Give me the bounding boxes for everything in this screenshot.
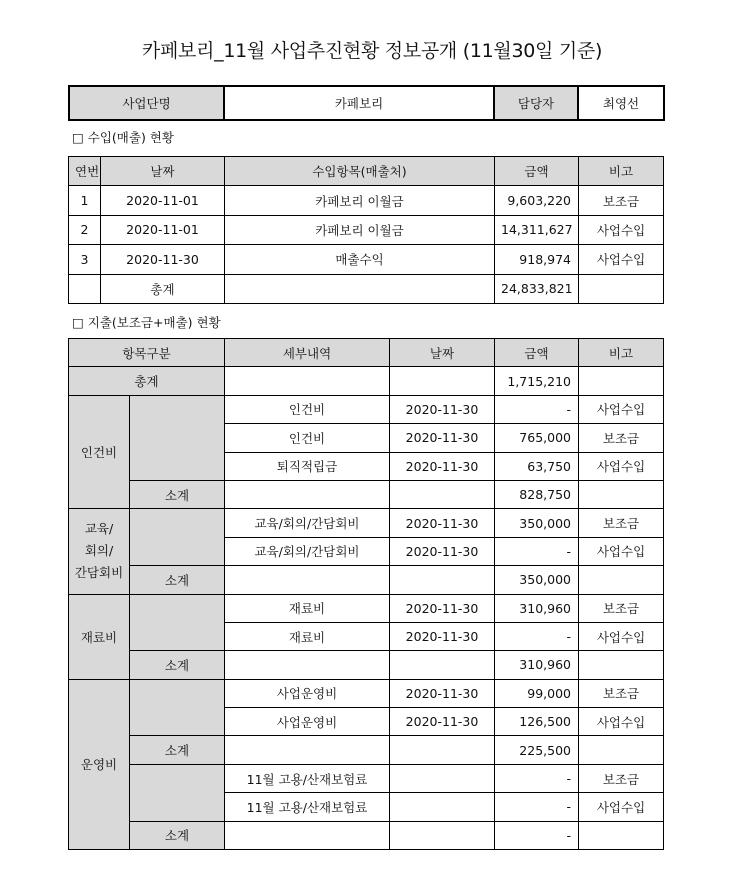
row-amount: 126,500 [495, 708, 579, 736]
row-note: 사업수입 [579, 537, 664, 565]
row-note: 사업수입 [579, 395, 664, 423]
project-label: 사업단명 [69, 86, 224, 120]
category-personnel: 인건비 [69, 395, 130, 509]
income-total-label: 총계 [101, 274, 225, 303]
row-note: 사업수입 [579, 793, 664, 821]
income-section-title: □ 수입(매출) 현황 [72, 130, 174, 145]
subtotal-label: 소계 [130, 821, 225, 849]
row-item: 11월 고용/산재보험료 [225, 764, 390, 792]
row-date: 2020-11-30 [390, 395, 495, 423]
category-materials: 재료비 [69, 594, 130, 679]
row-item: 카페보리 이월금 [225, 186, 495, 215]
row-date: 2020-11-30 [390, 679, 495, 707]
expense-header-amount: 금액 [495, 339, 579, 367]
subtotal-label: 소계 [130, 480, 225, 508]
row-amount: - [495, 395, 579, 423]
row-item: 인건비 [225, 395, 390, 423]
expense-header-detail: 세부내역 [225, 339, 390, 367]
row-amount: - [495, 622, 579, 650]
row-amount: 63,750 [495, 452, 579, 480]
row-amount: 9,603,220 [495, 186, 579, 215]
table-row [69, 679, 664, 707]
expense-total-row [69, 367, 664, 395]
table-row [69, 594, 664, 622]
row-item: 인건비 [225, 424, 390, 452]
expense-section-title: □ 지출(보조금+매출) 현황 [72, 315, 221, 330]
row-amount: - [495, 537, 579, 565]
subtotal-label: 소계 [130, 651, 225, 679]
subtotal-row [69, 736, 664, 764]
row-date: 2020-11-30 [390, 424, 495, 452]
row-amount: - [495, 793, 579, 821]
income-header-amount: 금액 [495, 157, 579, 186]
table-row [69, 764, 664, 792]
row-note: 사업수입 [579, 245, 664, 274]
row-item: 교육/회의/간담회비 [225, 509, 390, 537]
subtotal-row [69, 480, 664, 508]
row-note: 보조금 [579, 509, 664, 537]
row-date: 2020-11-30 [390, 452, 495, 480]
income-table [68, 156, 664, 304]
category-operations: 운영비 [69, 679, 130, 849]
income-header-note: 비고 [579, 157, 664, 186]
project-value: 카페보리 [224, 86, 494, 120]
row-item: 재료비 [225, 594, 390, 622]
row-amount: 918,974 [495, 245, 579, 274]
row-item: 퇴직적립금 [225, 452, 390, 480]
expense-total-amount: 1,715,210 [495, 367, 579, 395]
row-item: 매출수익 [225, 245, 495, 274]
row-amount: 765,000 [495, 424, 579, 452]
row-date: 2020-11-30 [390, 509, 495, 537]
project-info-table [68, 85, 665, 121]
category-education: 교육/ 회의/ 간담회비 [69, 509, 130, 594]
row-item: 11월 고용/산재보험료 [225, 793, 390, 821]
row-date [390, 764, 495, 792]
row-date: 2020-11-30 [390, 708, 495, 736]
subtotal-amount: 828,750 [495, 480, 579, 508]
row-amount: 99,000 [495, 679, 579, 707]
table-row [69, 509, 664, 537]
table-row [69, 395, 664, 423]
row-note: 보조금 [579, 764, 664, 792]
row-note: 사업수입 [579, 622, 664, 650]
row-no: 2 [69, 215, 101, 244]
subtotal-row [69, 651, 664, 679]
row-note: 보조금 [579, 424, 664, 452]
row-date [390, 793, 495, 821]
income-header-date: 날짜 [101, 157, 225, 186]
row-item: 재료비 [225, 622, 390, 650]
row-date: 2020-11-30 [390, 622, 495, 650]
row-item: 사업운영비 [225, 708, 390, 736]
row-note: 보조금 [579, 186, 664, 215]
table-row [69, 215, 664, 244]
row-note: 사업수입 [579, 708, 664, 736]
subtotal-amount: 310,960 [495, 651, 579, 679]
manager-value: 최영선 [578, 86, 664, 120]
row-date: 2020-11-30 [390, 537, 495, 565]
row-date: 2020-11-01 [101, 186, 225, 215]
row-date: 2020-11-30 [101, 245, 225, 274]
subtotal-row [69, 566, 664, 594]
expense-table [68, 338, 664, 850]
row-note: 보조금 [579, 679, 664, 707]
row-item: 교육/회의/간담회비 [225, 537, 390, 565]
row-note: 사업수입 [579, 215, 664, 244]
income-total-amount: 24,833,821 [495, 274, 579, 303]
row-amount: - [495, 764, 579, 792]
row-note: 보조금 [579, 594, 664, 622]
row-no: 3 [69, 245, 101, 274]
row-item: 사업운영비 [225, 679, 390, 707]
subtotal-amount: 350,000 [495, 566, 579, 594]
subtotal-amount: - [495, 821, 579, 849]
subtotal-amount: 225,500 [495, 736, 579, 764]
subtotal-label: 소계 [130, 736, 225, 764]
row-no: 1 [69, 186, 101, 215]
manager-label: 담당자 [494, 86, 578, 120]
row-amount: 14,311,627 [495, 215, 579, 244]
expense-header-date: 날짜 [390, 339, 495, 367]
expense-header-category: 항목구분 [69, 339, 225, 367]
expense-total-label: 총계 [69, 367, 225, 395]
income-header-no: 연번 [69, 157, 101, 186]
row-date: 2020-11-30 [390, 594, 495, 622]
subtotal-label: 소계 [130, 566, 225, 594]
row-amount: 350,000 [495, 509, 579, 537]
subtotal-row [69, 821, 664, 849]
table-row [69, 186, 664, 215]
row-date: 2020-11-01 [101, 215, 225, 244]
row-amount: 310,960 [495, 594, 579, 622]
income-total-row [69, 274, 664, 303]
table-row [69, 245, 664, 274]
row-item: 카페보리 이월금 [225, 215, 495, 244]
page-title: 카페보리_11월 사업추진현황 정보공개 (11월30일 기준) [141, 40, 603, 62]
row-note: 사업수입 [579, 452, 664, 480]
expense-header-note: 비고 [579, 339, 664, 367]
income-header-item: 수입항목(매출처) [225, 157, 495, 186]
